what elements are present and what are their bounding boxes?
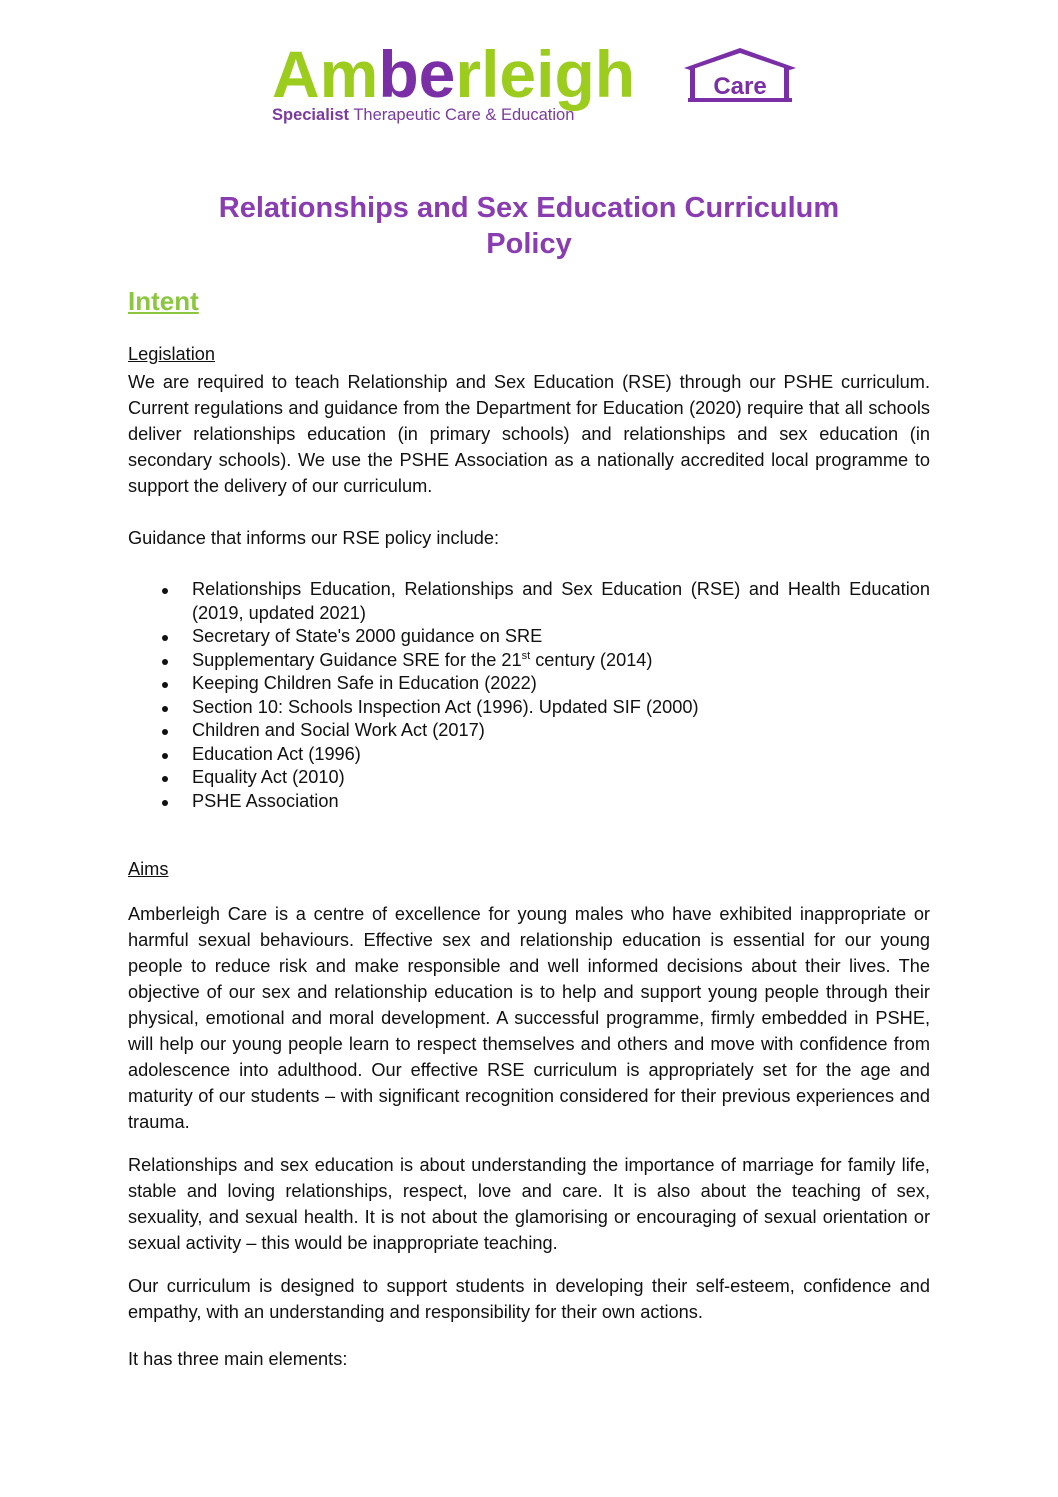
list-item-superscript: st (521, 649, 531, 662)
logo-word-part2: be (378, 37, 456, 111)
legislation-paragraph: We are required to teach Relationship and Sex Education (RSE) through our PSHE curriculum. Current regulations and guidance from the Department for Education (2020) require that all schools deliver relationships education (in primary schools) and relationships and sex education (in secondary schools). We use the PSHE Association as a nationally accredited local programme to support the delivery of our curriculum. (128, 372, 930, 496)
aims-paragraph-1: Amberleigh Care is a centre of excellence for young males who have exhibited inappropriate or harmful sexual behaviours. Effective sex and relationship education is essential for our young people to reduce risk and make responsible and well informed decisions about their lives. The objective of our sex and relationship education is to help and support young people through their physical, emotional and moral development. A successful programme, firmly embedded in PSHE, will help our young people learn to respect themselves and others and move with confidence from adolescence into adulthood. Our effective RSE curriculum is appropriately set for the age and maturity of our students – with significant recognition considered for their previous experiences and trauma. (128, 904, 930, 1132)
logo-care-text: Care (713, 73, 767, 100)
intent-heading: Intent (128, 286, 199, 316)
logo-tagline (272, 106, 574, 125)
list-item-text-end: century (2014) (530, 649, 653, 670)
list-item: Education Act (1996) (128, 743, 930, 767)
document-title (128, 190, 930, 262)
list-item: PSHE Association (128, 790, 930, 814)
legislation-heading: Legislation (128, 344, 215, 364)
list-item (128, 649, 930, 673)
logo-tagline-rest: Therapeutic Care & Education (349, 106, 575, 124)
list-item: Children and Social Work Act (2017) (128, 719, 930, 743)
logo-tagline-bold: Specialist (272, 106, 350, 124)
aims-paragraph-3: Our curriculum is designed to support students in developing their self-esteem, confidence and empathy, with an understanding and responsibility for their own actions. (128, 1276, 930, 1322)
list-item: Relationships Education, Relationships and Sex Education (RSE) and Health Education (2019, updated 2021) (128, 578, 930, 625)
logo-word-part1: Am (272, 37, 379, 111)
guidance-intro: Guidance that informs our RSE policy include: (128, 528, 500, 548)
title-line-1: Relationships and Sex Education Curriculum (218, 192, 840, 224)
aims-paragraph-4: It has three main elements: (128, 1349, 348, 1369)
list-item: Keeping Children Safe in Education (2022) (128, 672, 930, 696)
list-item-text: Supplementary Guidance SRE for the 21 (192, 649, 522, 670)
amberleigh-care-logo (272, 37, 802, 130)
logo-word-part3: rleigh (455, 37, 636, 111)
list-item: Secretary of State's 2000 guidance on SRE (128, 625, 930, 649)
guidance-list (128, 578, 930, 813)
aims-heading: Aims (128, 859, 169, 879)
logo-wordmark (272, 34, 635, 114)
aims-paragraph-2: Relationships and sex education is about understanding the importance of marriage for family life, stable and loving relationships, respect, love and care. It is also about the teaching of sex, sexuality, and sexual health. It is not about the glamorising or encouraging of sexual orientation or sexual activity – this would be inappropriate teaching. (128, 1155, 930, 1253)
title-line-2: Policy (486, 228, 572, 260)
house-roof-icon (680, 46, 800, 106)
list-item: Section 10: Schools Inspection Act (1996). Updated SIF (2000) (128, 696, 930, 720)
list-item: Equality Act (2010) (128, 766, 930, 790)
